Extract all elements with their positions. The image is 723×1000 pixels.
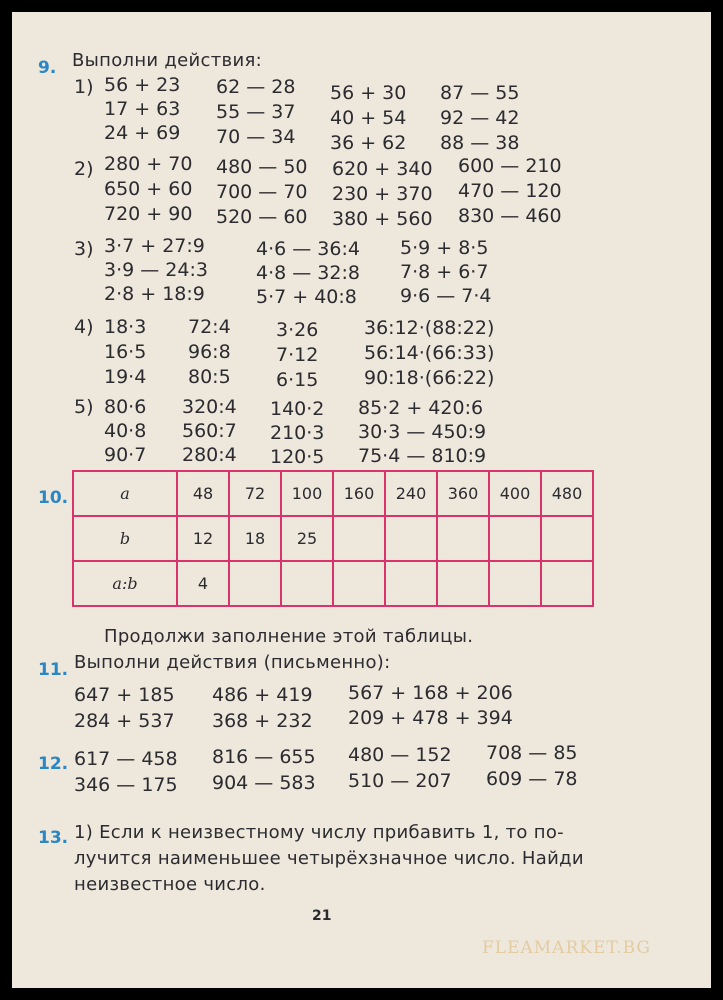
expression: 80·6 (104, 396, 147, 418)
table-row-a-div-b (73, 561, 593, 606)
watermark: FLEAMARKET.BG (482, 938, 651, 958)
expression: 708 — 85 (486, 742, 578, 764)
row-header: b (73, 516, 177, 561)
expression: 40·8 (104, 420, 147, 442)
table-cell: 480 (541, 471, 593, 516)
expression: 56 + 23 (104, 74, 181, 96)
expression: 510 — 207 (348, 770, 452, 792)
table-cell (333, 516, 385, 561)
expression: 567 + 168 + 206 (348, 682, 513, 704)
expression: 830 — 460 (458, 205, 562, 227)
expression: 75·4 — 810:9 (358, 445, 487, 467)
expression: 3·9 — 24:3 (104, 259, 208, 281)
table-row-b (73, 516, 593, 561)
exercise-9-group-5-label: 5) (74, 396, 94, 418)
expression: 9·6 — 7·4 (400, 285, 492, 307)
table-cell (541, 561, 593, 606)
table-cell: 400 (489, 471, 541, 516)
expression: 70 — 34 (216, 126, 296, 148)
expression: 480 — 50 (216, 156, 308, 178)
expression: 55 — 37 (216, 101, 296, 123)
expression: 5·7 + 40:8 (256, 286, 357, 308)
exercise-9-group-4-label: 4) (74, 316, 94, 338)
expression: 4·8 — 32:8 (256, 262, 360, 284)
table-cell: 48 (177, 471, 229, 516)
expression: 90:18·(66:22) (364, 367, 495, 389)
expression: 230 + 370 (332, 183, 433, 205)
expression: 88 — 38 (440, 132, 520, 154)
table-cell: 72 (229, 471, 281, 516)
exercise-9-group-2-label: 2) (74, 158, 94, 180)
expression: 16·5 (104, 341, 147, 363)
expression: 36:12·(88:22) (364, 317, 495, 339)
exercise-10-number: 10. (38, 488, 69, 508)
table-cell: 100 (281, 471, 333, 516)
expression: 87 — 55 (440, 82, 520, 104)
expression: 620 + 340 (332, 158, 433, 180)
expression: 24 + 69 (104, 122, 181, 144)
expression: 30·3 — 450:9 (358, 421, 487, 443)
table-row-a (73, 471, 593, 516)
exercise-9-group-1-label: 1) (74, 76, 94, 98)
row-header: a (73, 471, 177, 516)
expression: 700 — 70 (216, 181, 308, 203)
exercise-11-title: Выполни действия (письменно): (74, 652, 391, 673)
expression: 7·12 (276, 344, 319, 366)
row-header: a:b (73, 561, 177, 606)
table-cell (437, 561, 489, 606)
exercise-9-number: 9. (38, 58, 57, 78)
table-cell (385, 516, 437, 561)
expression: 80:5 (188, 366, 231, 388)
expression: 3·7 + 27:9 (104, 235, 205, 257)
expression: 120·5 (270, 446, 325, 468)
table-cell (281, 561, 333, 606)
expression: 368 + 232 (212, 710, 313, 732)
exercise-13-line-3: неизвестное число. (74, 874, 266, 895)
expression: 520 — 60 (216, 206, 308, 228)
exercise-13-number: 13. (38, 828, 69, 848)
expression: 7·8 + 6·7 (400, 261, 489, 283)
page-number: 21 (312, 908, 332, 924)
table-cell (541, 516, 593, 561)
table-cell (229, 561, 281, 606)
expression: 560:7 (182, 420, 237, 442)
expression: 140·2 (270, 398, 325, 420)
textbook-page (12, 12, 711, 988)
expression: 4·6 — 36:4 (256, 238, 360, 260)
expression: 96:8 (188, 341, 231, 363)
exercise-12-number: 12. (38, 754, 69, 774)
table-cell (489, 516, 541, 561)
table-cell: 12 (177, 516, 229, 561)
table-cell (437, 516, 489, 561)
expression: 85·2 + 420:6 (358, 397, 484, 419)
exercise-10-caption: Продолжи заполнение этой таблицы. (104, 626, 474, 647)
expression: 19·4 (104, 366, 147, 388)
exercise-9-group-3-label: 3) (74, 238, 94, 260)
expression: 650 + 60 (104, 178, 193, 200)
table-cell: 360 (437, 471, 489, 516)
table-cell: 18 (229, 516, 281, 561)
table-cell: 160 (333, 471, 385, 516)
table-cell: 4 (177, 561, 229, 606)
exercise-11-number: 11. (38, 660, 69, 680)
exercise-13-line-1: 1) Если к неизвестному числу прибавить 1, то по- (74, 822, 564, 843)
expression: 320:4 (182, 396, 237, 418)
expression: 609 — 78 (486, 768, 578, 790)
expression: 62 — 28 (216, 76, 296, 98)
expression: 5·9 + 8·5 (400, 237, 489, 259)
expression: 720 + 90 (104, 203, 193, 225)
expression: 40 + 54 (330, 107, 407, 129)
expression: 18·3 (104, 316, 147, 338)
expression: 280:4 (182, 444, 237, 466)
expression: 600 — 210 (458, 155, 562, 177)
exercise-13-line-2: лучится наименьшее четырёхзначное число. Найди (74, 848, 584, 869)
table-cell: 25 (281, 516, 333, 561)
table-cell (489, 561, 541, 606)
expression: 90·7 (104, 444, 147, 466)
exercise-9-title: Выполни действия: (72, 50, 262, 71)
exercise-10-table (72, 470, 594, 607)
expression: 56 + 30 (330, 82, 407, 104)
table-cell (385, 561, 437, 606)
expression: 3·26 (276, 319, 319, 341)
expression: 280 + 70 (104, 153, 193, 175)
expression: 17 + 63 (104, 98, 181, 120)
table-cell (333, 561, 385, 606)
expression: 470 — 120 (458, 180, 562, 202)
expression: 36 + 62 (330, 132, 407, 154)
expression: 346 — 175 (74, 774, 178, 796)
expression: 380 + 560 (332, 208, 433, 230)
expression: 617 — 458 (74, 748, 178, 770)
expression: 6·15 (276, 369, 319, 391)
expression: 2·8 + 18:9 (104, 283, 205, 305)
table-cell: 240 (385, 471, 437, 516)
expression: 816 — 655 (212, 746, 316, 768)
expression: 72:4 (188, 316, 231, 338)
expression: 647 + 185 (74, 684, 175, 706)
expression: 480 — 152 (348, 744, 452, 766)
expression: 210·3 (270, 422, 325, 444)
expression: 56:14·(66:33) (364, 342, 495, 364)
expression: 92 — 42 (440, 107, 520, 129)
expression: 209 + 478 + 394 (348, 707, 513, 729)
expression: 284 + 537 (74, 710, 175, 732)
expression: 486 + 419 (212, 684, 313, 706)
expression: 904 — 583 (212, 772, 316, 794)
